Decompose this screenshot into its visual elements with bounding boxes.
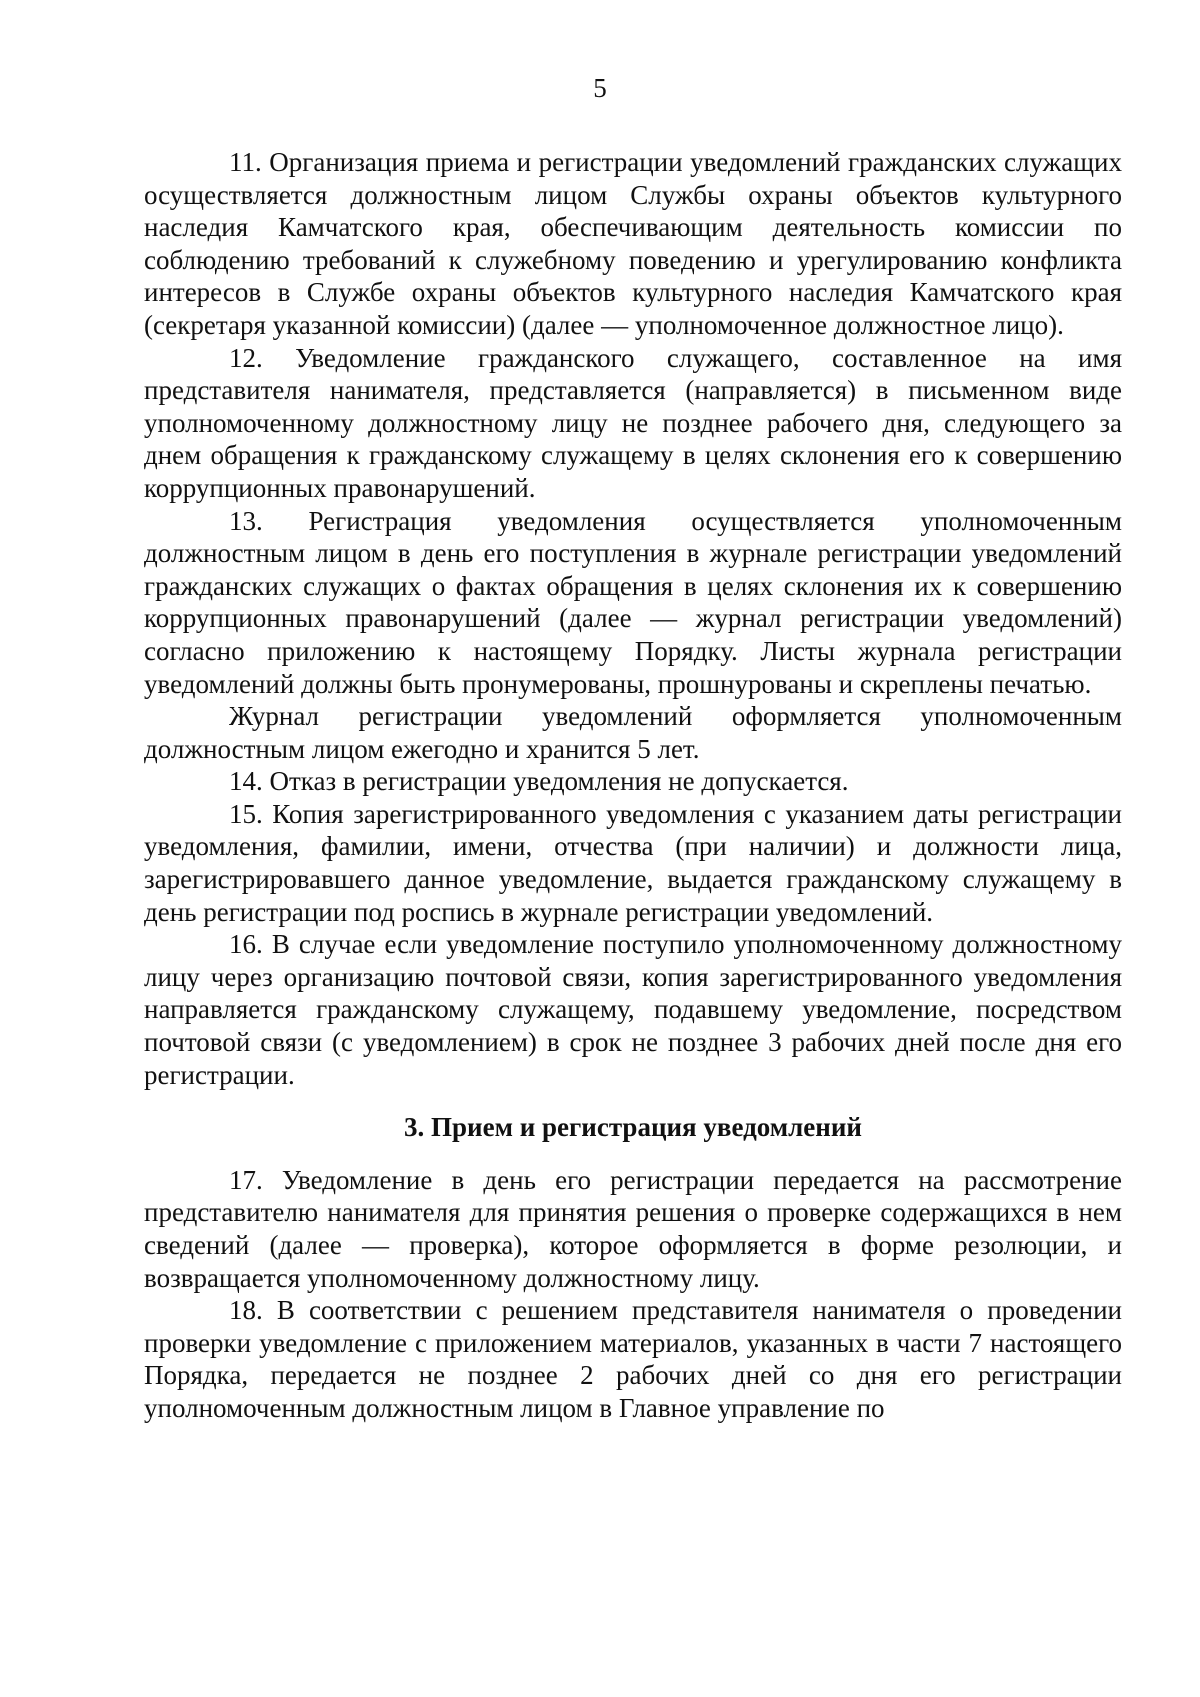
paragraph-11: 11. Организация приема и регистрации уведомлений гражданских служащих осуществляется должностным лицом Службы охраны объектов культурного наследия Камчатского края, обеспечивающим деятельность комиссии по соблюдению требований к служебному поведению и урегулированию конфликта интересов в Службе охраны объектов культурного наследия Камчатского края (секретаря указанной комиссии) (далее — уполномоченное должностное лицо).	[144, 147, 1122, 340]
paragraph-13: 13. Регистрация уведомления осуществляется уполномоченным должностным лицом в день его поступления в журнале регистрации уведомлений гражданских служащих о фактах обращения в целях склонения их к совершению коррупционных правонарушений (далее — журнал регистрации уведомлений) согласно приложению к настоящему Порядку. Листы журнала регистрации уведомлений должны быть пронумерованы, прошнурованы и скреплены печатью.	[144, 505, 1122, 699]
paragraph-15: 15. Копия зарегистрированного уведомления с указанием даты регистрации уведомления, фамилии, имени, отчества (при наличии) и должности лица, зарегистрировавшего данное уведомление, выдается гражданскому служащему в день регистрации под роспись в журнале регистрации уведомлений.	[144, 798, 1122, 927]
paragraph-13-journal: Журнал регистрации уведомлений оформляется уполномоченным должностным лицом ежегодно и хранится 5 лет.	[144, 701, 1122, 764]
paragraph-12: 12. Уведомление гражданского служащего, составленное на имя представителя нанимателя, представляется (направляется) в письменном виде уполномоченному должностному лицу не позднее рабочего дня, следующего за днем обращения к гражданскому служащему в целях склонения его к совершению коррупционных правонарушений.	[144, 342, 1122, 503]
paragraph-17: 17. Уведомление в день его регистрации передается на рассмотрение представителю нанимателя для принятия решения о проверке содержащихся в нем сведений (далее — проверка), которое оформляется в форме резолюции, и возвращается уполномоченному должностному лицу.	[144, 1164, 1122, 1293]
section-heading: 3. Прием и регистрация уведомлений	[404, 1112, 862, 1143]
paragraph-14: 14. Отказ в регистрации уведомления не допускается.	[229, 766, 849, 797]
paragraph-16: 16. В случае если уведомление поступило уполномоченному должностному лицу через организацию почтовой связи, копия зарегистрированного уведомления направляется гражданскому служащему, подавшему уведомление, посредством почтовой связи (с уведомлением) в срок не позднее 3 рабочих дней после дня его регистрации.	[144, 929, 1122, 1090]
document-body	[144, 146, 1122, 1425]
page-number: 5	[593, 73, 607, 103]
paragraph-18: 18. В соответствии с решением представителя нанимателя о проведении проверки уведомление с приложением материалов, указанных в части 7 настоящего Порядка, передается не позднее 2 рабочих дней со дня его регистрации уполномоченным должностным лицом в Главное управление по	[144, 1295, 1122, 1423]
